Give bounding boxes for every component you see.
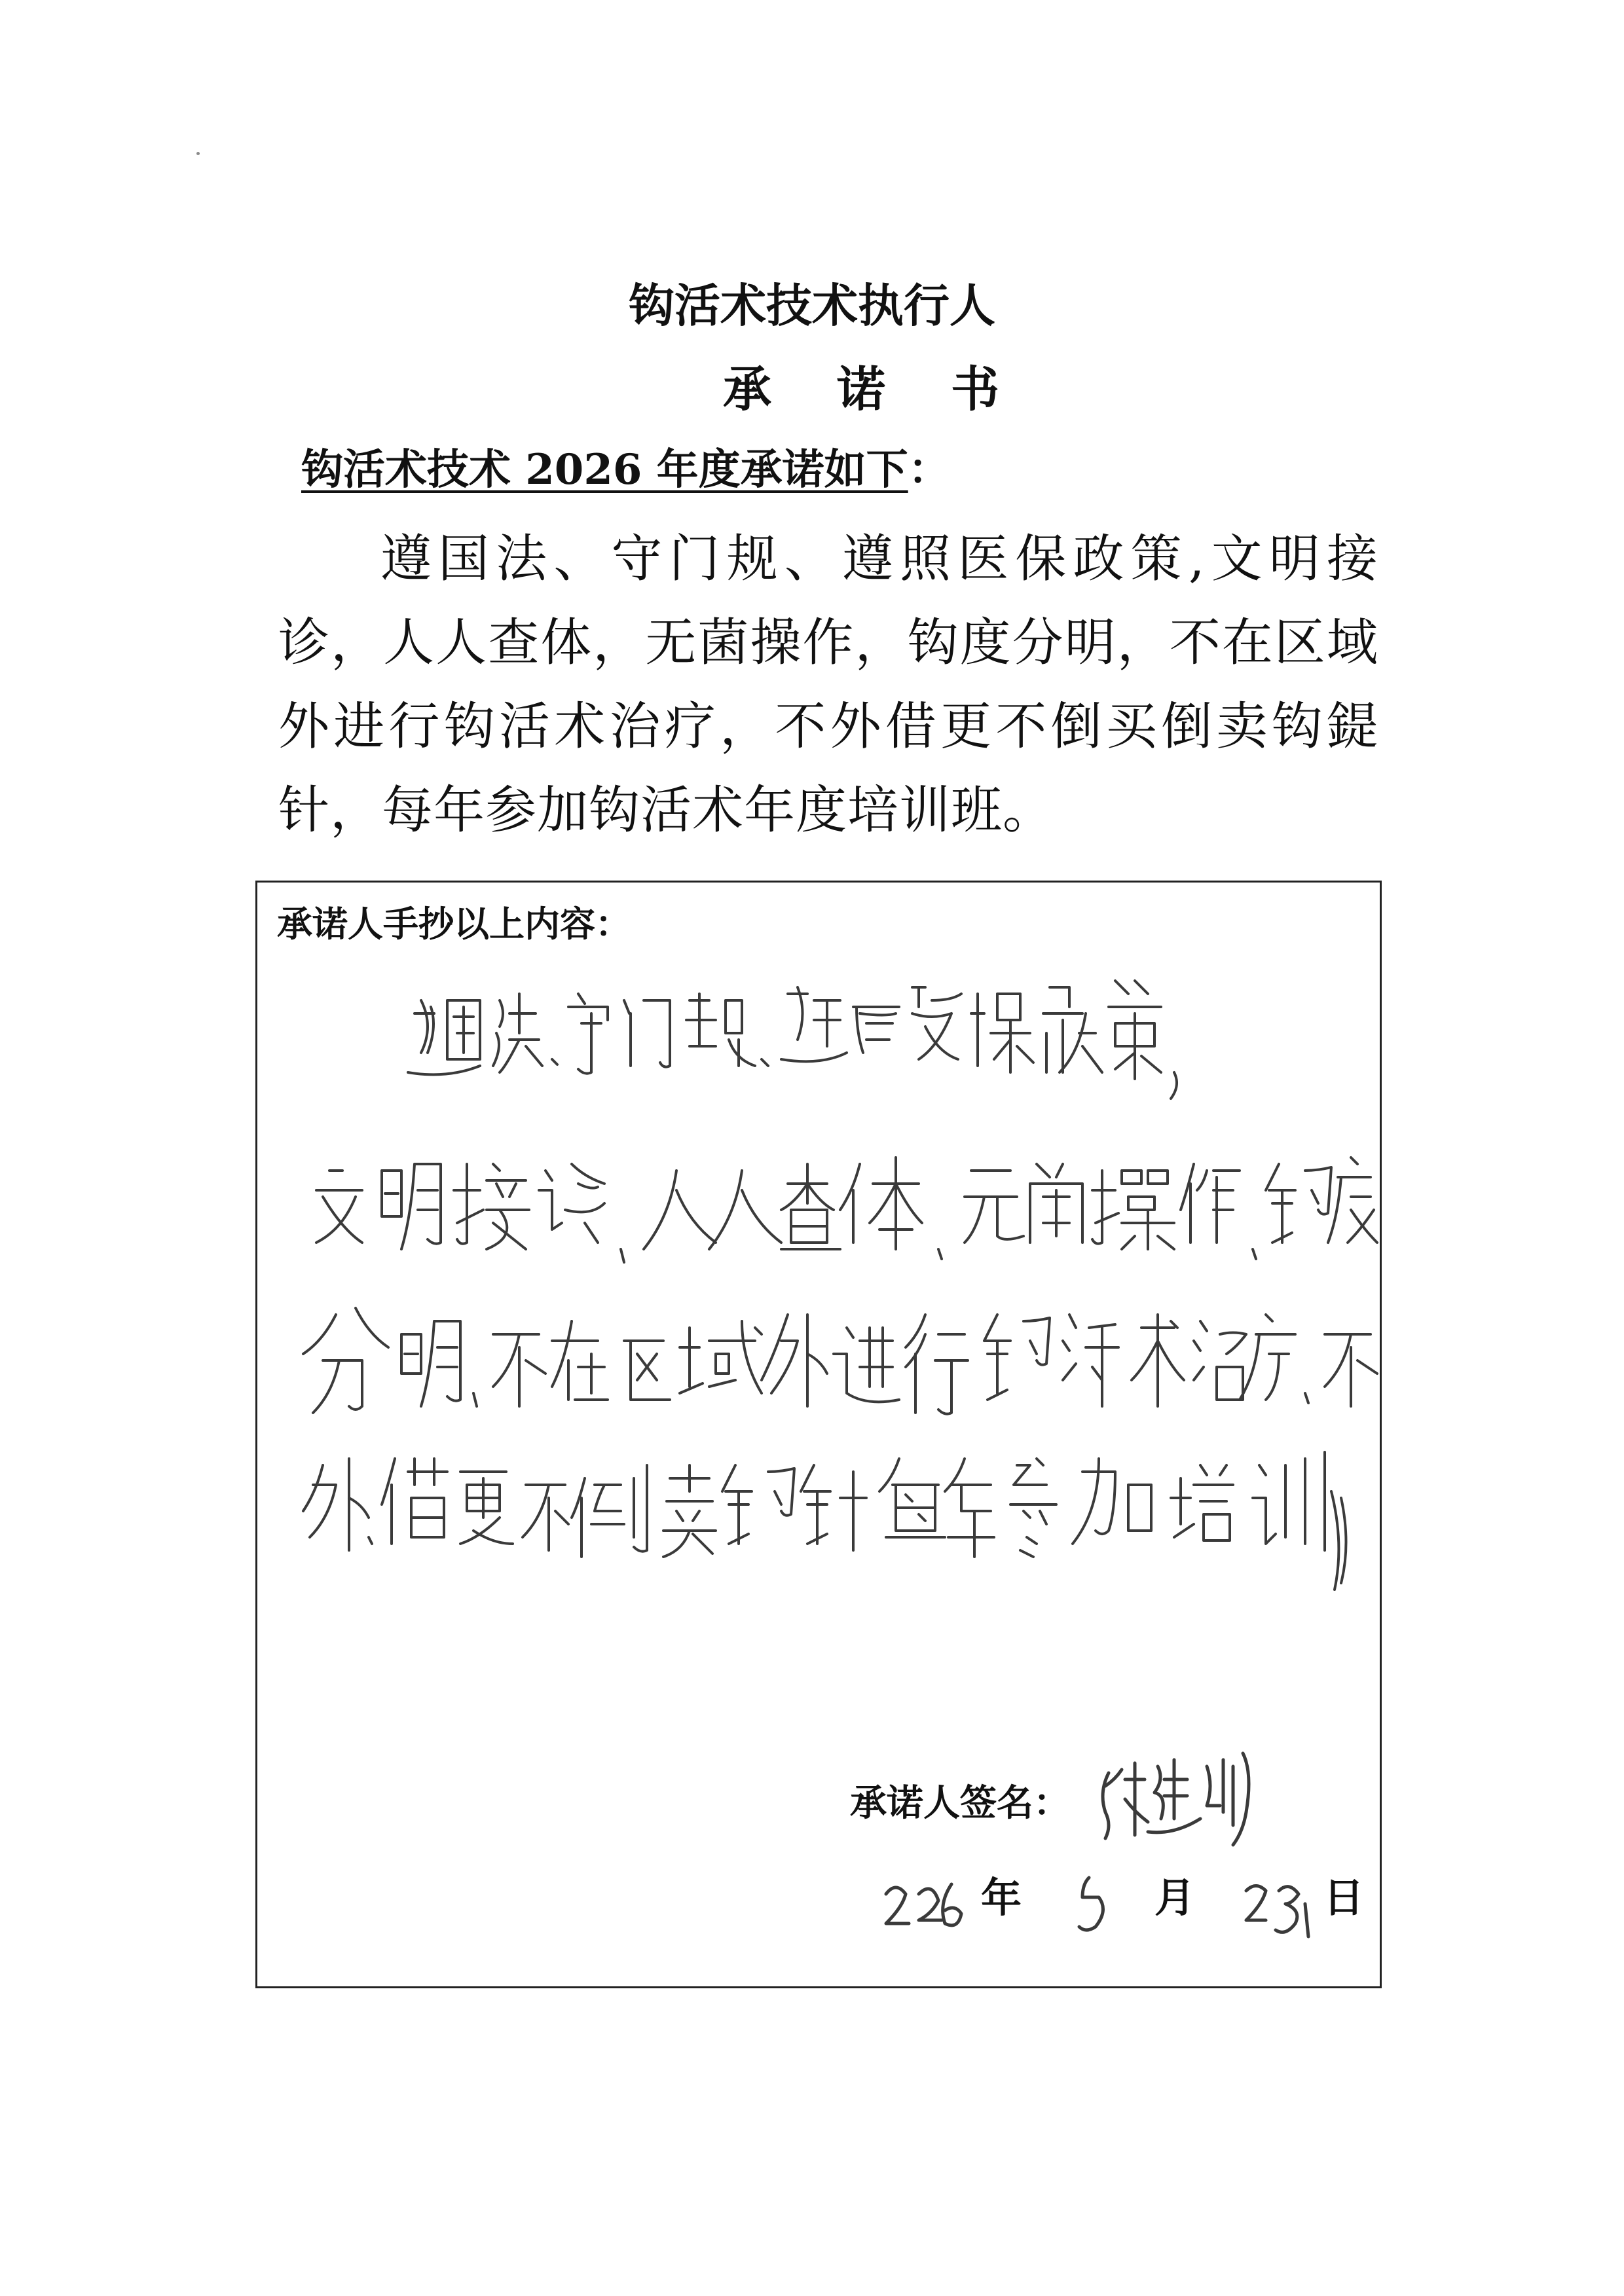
scan-speck bbox=[196, 152, 200, 155]
handwritten-line-4 bbox=[303, 1452, 1346, 1590]
copy-instruction-label: 承诺人手抄以上内容： bbox=[277, 903, 631, 945]
commitment-heading bbox=[301, 443, 950, 498]
document-title-commitment: 承诺书 bbox=[723, 361, 1065, 418]
signature-drawing bbox=[1103, 1753, 1249, 1845]
handwritten-line-2 bbox=[316, 1157, 1377, 1262]
handwritten-copy-drawing bbox=[257, 883, 1384, 1990]
document-title: 钩活术技术执行人 bbox=[629, 278, 995, 333]
handwritten-line-1 bbox=[408, 981, 1177, 1099]
date-handwriting bbox=[886, 1878, 1308, 1937]
date-year-char: 年 bbox=[981, 1874, 1022, 1922]
commitment-body-text: 遵国法、守门规、遵照医保政策,文明接诊，人人查体，无菌操作，钩度分明，不在区域外进行钩活术治疗，不外借更不倒买倒卖钩鍉针，每年参加钩活术年度培训班。 bbox=[278, 530, 1378, 840]
handwritten-copy-box bbox=[255, 881, 1382, 1988]
commitment-heading-colon: ： bbox=[908, 445, 950, 494]
handwritten-line-3 bbox=[303, 1308, 1377, 1414]
date-day-char: 日 bbox=[1323, 1874, 1365, 1922]
date-month-char: 月 bbox=[1154, 1874, 1196, 1922]
signature-label: 承诺人签名： bbox=[850, 1781, 1070, 1825]
commitment-heading-text: 钩活术技术 2026 年度承诺如下 bbox=[301, 445, 908, 494]
